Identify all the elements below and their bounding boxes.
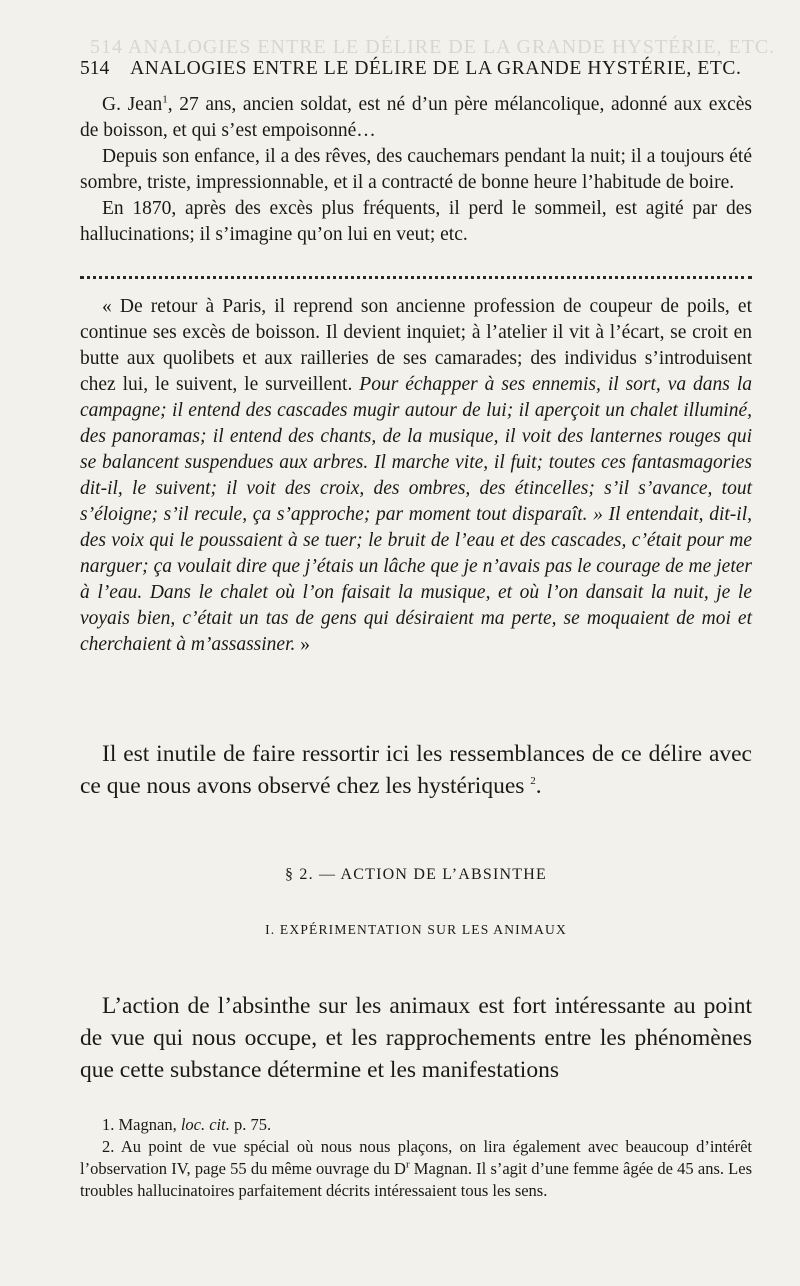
footnote-ref-1: 1: [162, 93, 168, 106]
show-through-header: 514 ANALOGIES ENTRE LE DÉLIRE DE LA GRANDE HYSTÉRIE, ETC.: [90, 36, 776, 58]
running-title: ANALOGIES ENTRE LE DÉLIRE DE LA GRANDE HYSTÉRIE, ETC.: [130, 58, 742, 79]
footnote-2: 2. Au point de vue spécial où nous nous plaçons, on lira également avec beaucoup d’intérêt l’observation IV, page 55 du même ouvrage du $D^r$ Magnan. Il s’agit d’une femme âgée de 45 ans. Les troubles hallucinatoires parfaitement décrits intéressaient tous les sens.: [80, 1137, 752, 1200]
section-heading: § 2. — ACTION DE L’ABSINTHE: [284, 866, 548, 883]
footnotes: [80, 1114, 752, 1202]
footnote-ref-2: 2: [530, 775, 536, 788]
section-body: [80, 990, 752, 1086]
quote-paragraph: « De retour à Paris, il reprend son ancienne profession de coupeur de poils, et continue ses excès de boisson. Il devient inquiet; à l’atelier il vit à l’écart, se croit en butte aux quolibets et aux railleries de ses camarades; des individus s’introduisent chez lui, le suivent, le surveillent. Pour échapper à ses ennemis, il sort, va dans la campagne; il entend des cascades mugir autour de lui; il aperçoit un chalet illuminé, des panoramas; il entend des chants, de la musique, il voit des lanternes rouges qui se balancent suspendues aux arbres. Il marche vite, il fuit; toutes ces fantasmagories dit-il, le suivent; il voit des croix, des ombres, des étincelles; s’il s’avance, tout s’éloigne; s’il recule, ça s’approche; par moment tout disparaît. » Il entendait, dit-il, des voix qui le poussaient à se tuer; le bruit de l’eau et des cascades, c’était pour me narguer; ça voulait dire que j’étais un lâche que je n’avais pas le courage de me jeter à l’eau. Dans le chalet où l’on faisait la musique, et où l’on dansait la nuit, je le voyais bien, c’était un tas de gens qui désiraient ma perte, se moquaient de moi et cherchaient à m’assassiner. »: [80, 296, 752, 655]
running-header: [80, 56, 760, 82]
observation-quote: [80, 294, 752, 658]
observation-paragraph-2: Depuis son enfance, il a des rêves, des cauchemars pendant la nuit; il a toujours été sombre, triste, impressionnable, et il a contracté de bonne heure l’habitude de boire.: [80, 146, 752, 193]
commentary-paragraph: Il est inutile de faire ressortir ici les ressemblances de ce délire avec ce que nous avons observé chez les hystériques $^2$.: [80, 741, 752, 799]
observation-paragraph-3: En 1870, après des excès plus fréquents, il perd le sommeil, est agité par des hallucinations; il s’imagine qu’on lui en veut; etc.: [80, 198, 752, 245]
page-number: 514: [80, 58, 110, 79]
observation-intro: [80, 92, 752, 248]
subsection-heading: I. EXPÉRIMENTATION SUR LES ANIMAUX: [265, 922, 567, 937]
quote-italic: Pour échapper à ses ennemis, il sort, va dans la campagne; il entend des cascades mugir autour de lui; il aperçoit un chalet illuminé, des panoramas; il entend des chants, de la musique, il voit des lanternes rouges qui se balancent suspendues aux arbres. Il marche vite, il fuit; toutes ces fantasmagories dit-il, le suivent; il voit des croix, des ombres, des étincelles; s’il s’avance, tout s’éloigne; s’il recule, ça s’approche; par moment tout disparaît. » Il entendait, dit-il, des voix qui le poussaient à se tuer; le bruit de l’eau et des cascades, c’était pour me narguer; ça voulait dire que j’étais un lâche que je n’avais pas le courage de me jeter à l’eau. Dans le chalet où l’on faisait la musique, et où l’on dansait la nuit, je le voyais bien, c’était un tas de gens qui désiraient ma perte, se moquaient de moi et cherchaient à m’assassiner.: [80, 374, 752, 655]
observation-paragraph-1: G. Jean$^1$, 27 ans, ancien soldat, est né d’un père mélancolique, adonné aux excès de boisson, et qui s’est empoisonné…: [80, 93, 752, 141]
commentary: [80, 738, 752, 802]
ellipsis-divider: [80, 276, 752, 279]
footnote-1: 1. Magnan, loc. cit. p. 75.: [102, 1115, 272, 1134]
section-body-paragraph: L’action de l’absinthe sur les animaux est fort intéressante au point de vue qui nous occupe, et les rapprochements entre les phénomènes que cette substance détermine et les manifestations: [80, 993, 752, 1083]
